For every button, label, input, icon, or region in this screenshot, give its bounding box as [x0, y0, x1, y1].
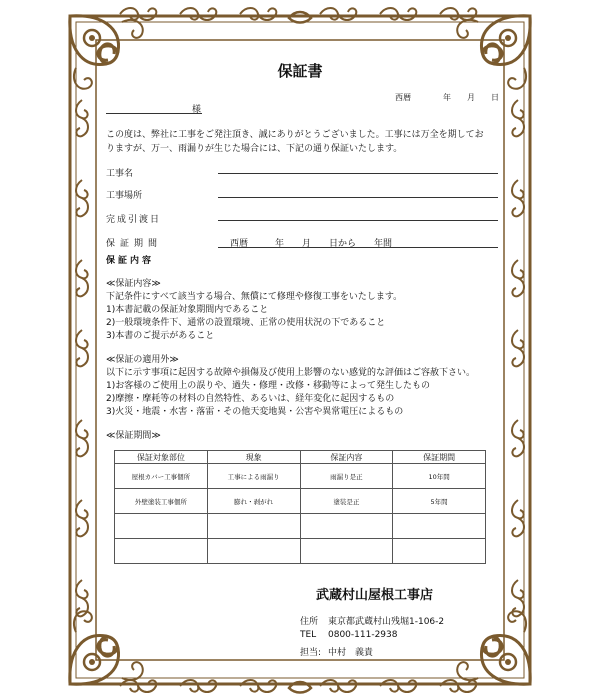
address-value: 東京都武蔵村山残堀1-106-2	[328, 617, 445, 627]
field-label-project-name: 工事名	[106, 169, 134, 179]
table-cell[interactable]	[393, 539, 486, 564]
table-header-cell: 現象	[207, 451, 300, 464]
table-cell[interactable]	[300, 539, 393, 564]
table-cell[interactable]	[207, 539, 300, 564]
exclusions-lead: 以下に示す事項に起因する故障や損傷及び使用上影響のない感覚的な評価はご容赦下さい。	[106, 368, 476, 378]
period-heading: ≪保証期間≫	[106, 431, 161, 441]
intro-line-1: この度は、弊社に工事をご発注頂き、誠にありがとうございました。工事には万全を期してお	[106, 130, 484, 140]
scope-item-3: 3)本書のご提示があること	[106, 331, 215, 341]
content-heading: 保証内容	[106, 256, 155, 266]
warranty-period-template: 西暦 年 月 日から 年間	[230, 239, 393, 249]
table-cell[interactable]	[300, 514, 393, 539]
tel-label: TEL	[300, 630, 317, 640]
address-label: 住所	[300, 617, 319, 627]
intro-line-2: りますが、万一、雨漏りが生じた場合には、下記の通り保証いたします。	[106, 144, 403, 154]
company-name: 武蔵村山屋根工事店	[316, 588, 434, 603]
table-cell[interactable]: 塗装是正	[300, 489, 393, 514]
field-input-location[interactable]	[218, 196, 498, 198]
table-row	[115, 489, 486, 514]
scope-lead: 下記条件にすべて該当する場合、無償にて修理や修復工事をいたします。	[106, 292, 403, 302]
table-header-row	[115, 451, 486, 464]
warranty-table	[114, 450, 486, 564]
scope-item-2: 2)一般環境条件下、通常の設置環境、正常の使用状況の下であること	[106, 318, 386, 328]
field-input-delivery-date[interactable]	[218, 219, 498, 221]
field-label-delivery-date: 完成引渡日	[106, 215, 162, 225]
addressee-line[interactable]	[106, 103, 202, 114]
table-row	[115, 539, 486, 564]
addressee-input-rule	[106, 103, 202, 114]
table-cell[interactable]: 屋根カバー工事個所	[115, 464, 208, 489]
scope-item-1: 1)本書記載の保証対象期間内であること	[106, 305, 269, 315]
table-header-cell: 保証内容	[300, 451, 393, 464]
contact-label: 担当:	[300, 648, 322, 658]
table-cell[interactable]: 雨漏り是正	[300, 464, 393, 489]
field-input-warranty-period[interactable]	[218, 236, 498, 248]
addressee-suffix: 様	[192, 105, 202, 115]
field-label-location: 工事場所	[106, 191, 143, 201]
page-title: 保証書	[277, 62, 323, 80]
contact-value: 中村 義貴	[328, 648, 374, 658]
table-header-cell: 保証期間	[393, 451, 486, 464]
table-cell[interactable]: 膨れ・剥がれ	[207, 489, 300, 514]
tel-value: 0800-111-2938	[328, 630, 398, 640]
table-cell[interactable]: 工事による雨漏り	[207, 464, 300, 489]
field-label-warranty-period: 保証期間	[106, 239, 163, 249]
table-cell[interactable]: 10年間	[393, 464, 486, 489]
table-cell[interactable]: 5年間	[393, 489, 486, 514]
table-cell[interactable]	[115, 514, 208, 539]
table-cell[interactable]	[207, 514, 300, 539]
table-cell[interactable]	[393, 514, 486, 539]
exclusions-heading: ≪保証の適用外≫	[106, 355, 179, 365]
exclusions-item-1: 1)お客様のご使用上の誤りや、過失・修理・改修・移動等によって発生したもの	[106, 381, 431, 391]
table-row	[115, 464, 486, 489]
field-input-project-name[interactable]	[218, 172, 498, 174]
table-row	[115, 514, 486, 539]
scope-heading: ≪保証内容≫	[106, 279, 161, 289]
table-cell[interactable]	[115, 539, 208, 564]
exclusions-item-3: 3)火災・地震・水害・落雷・その他天変地異・公害や異常電圧によるもの	[106, 407, 404, 417]
table-cell[interactable]: 外壁塗装工事個所	[115, 489, 208, 514]
exclusions-item-2: 2)摩擦・摩耗等の材料の自然特性、あるいは、経年変化に起因するもの	[106, 394, 395, 404]
table-header-cell: 保証対象部位	[115, 451, 208, 464]
date-line: 西暦 年 月 日	[395, 93, 499, 102]
